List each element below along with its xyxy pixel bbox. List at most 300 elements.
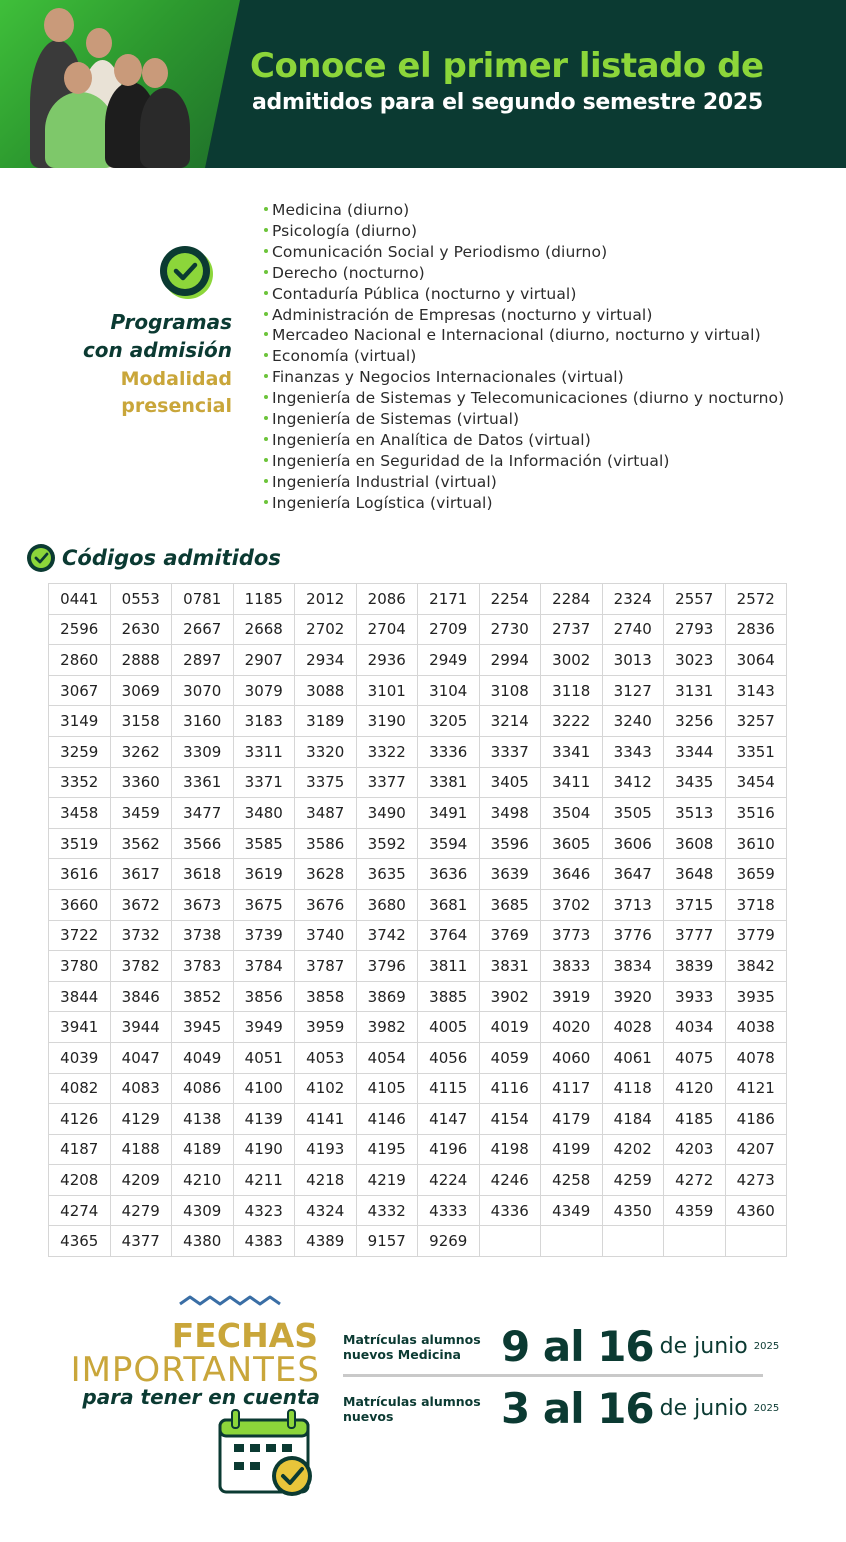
code-cell: 3205 — [418, 706, 480, 737]
code-cell: 4193 — [295, 1134, 357, 1165]
code-cell: 2702 — [295, 614, 357, 645]
program-item: Medicina (diurno) — [264, 200, 784, 221]
table-row — [49, 1134, 787, 1165]
code-cell: 3844 — [49, 981, 111, 1012]
table-row — [49, 889, 787, 920]
code-cell: 4190 — [233, 1134, 295, 1165]
code-cell: 3490 — [356, 798, 418, 829]
code-cell: 4196 — [418, 1134, 480, 1165]
program-item: Ingeniería Industrial (virtual) — [264, 472, 784, 493]
code-cell: 3831 — [479, 951, 541, 982]
code-cell: 4020 — [541, 1012, 603, 1043]
code-cell: 3143 — [725, 675, 787, 706]
code-cell: 4211 — [233, 1165, 295, 1196]
code-cell: 3618 — [172, 859, 234, 890]
code-cell: 2572 — [725, 584, 787, 615]
code-cell: 2936 — [356, 645, 418, 676]
code-cell: 3222 — [541, 706, 603, 737]
program-item: Psicología (diurno) — [264, 221, 784, 242]
code-cell: 3320 — [295, 736, 357, 767]
code-cell: 3702 — [541, 889, 603, 920]
code-cell: 3412 — [602, 767, 664, 798]
code-cell: 3594 — [418, 828, 480, 859]
code-cell: 3787 — [295, 951, 357, 982]
code-cell: 3351 — [725, 736, 787, 767]
code-cell: 3002 — [541, 645, 603, 676]
code-cell: 4272 — [664, 1165, 726, 1196]
code-cell — [725, 1226, 787, 1257]
code-cell: 3858 — [295, 981, 357, 1012]
code-cell: 4333 — [418, 1195, 480, 1226]
code-cell: 3783 — [172, 951, 234, 982]
header-title: Conoce el primer listado de — [250, 46, 764, 86]
table-row — [49, 1104, 787, 1135]
table-row — [49, 675, 787, 706]
code-cell: 4100 — [233, 1073, 295, 1104]
table-row — [49, 828, 787, 859]
code-cell: 3919 — [541, 981, 603, 1012]
code-cell: 3586 — [295, 828, 357, 859]
date-label: Matrículas alumnos nuevos — [343, 1393, 481, 1424]
code-cell: 3487 — [295, 798, 357, 829]
code-cell: 4323 — [233, 1195, 295, 1226]
code-cell: 3959 — [295, 1012, 357, 1043]
programs-title: Programas con admisión — [82, 310, 232, 362]
code-cell — [602, 1226, 664, 1257]
code-cell: 3856 — [233, 981, 295, 1012]
students-photo — [0, 0, 240, 168]
code-cell: 3722 — [49, 920, 111, 951]
code-cell: 3262 — [110, 736, 172, 767]
code-cell: 3160 — [172, 706, 234, 737]
code-cell: 4115 — [418, 1073, 480, 1104]
code-cell: 4053 — [295, 1042, 357, 1073]
code-cell: 4154 — [479, 1104, 541, 1135]
code-cell: 3606 — [602, 828, 664, 859]
code-cell: 4139 — [233, 1104, 295, 1135]
program-item: Comunicación Social y Periodismo (diurno) — [264, 242, 784, 263]
code-cell: 4184 — [602, 1104, 664, 1135]
date-year: 2025 — [753, 1403, 780, 1414]
code-cell — [479, 1226, 541, 1257]
code-cell: 3944 — [110, 1012, 172, 1043]
divider — [343, 1374, 763, 1377]
table-row — [49, 1012, 787, 1043]
code-cell: 3636 — [418, 859, 480, 890]
program-item: Ingeniería de Sistemas y Telecomunicaciones (diurno y nocturno) — [264, 388, 784, 409]
code-cell: 3902 — [479, 981, 541, 1012]
date-row-nuevos — [343, 1384, 779, 1433]
code-cell: 4005 — [418, 1012, 480, 1043]
program-item: Contaduría Pública (nocturno y virtual) — [264, 284, 784, 305]
table-row — [49, 1195, 787, 1226]
date-label: Matrículas alumnos nuevos Medicina — [343, 1331, 481, 1362]
code-cell: 4389 — [295, 1226, 357, 1257]
code-cell: 3739 — [233, 920, 295, 951]
code-cell: 4075 — [664, 1042, 726, 1073]
code-cell: 3336 — [418, 736, 480, 767]
table-row — [49, 981, 787, 1012]
code-cell: 4203 — [664, 1134, 726, 1165]
date-month: de junio — [659, 1396, 748, 1421]
code-cell: 4336 — [479, 1195, 541, 1226]
code-cell: 2704 — [356, 614, 418, 645]
code-cell: 4365 — [49, 1226, 111, 1257]
code-cell: 4377 — [110, 1226, 172, 1257]
code-cell: 3505 — [602, 798, 664, 829]
code-cell: 3596 — [479, 828, 541, 859]
code-cell: 4332 — [356, 1195, 418, 1226]
code-cell: 3740 — [295, 920, 357, 951]
code-cell: 3069 — [110, 675, 172, 706]
code-cell: 4049 — [172, 1042, 234, 1073]
codes-title: Códigos admitidos — [62, 546, 281, 570]
code-cell: 2934 — [295, 645, 357, 676]
code-cell: 3660 — [49, 889, 111, 920]
code-cell: 3352 — [49, 767, 111, 798]
code-cell: 4219 — [356, 1165, 418, 1196]
code-cell: 4034 — [664, 1012, 726, 1043]
code-cell: 3782 — [110, 951, 172, 982]
code-cell: 3158 — [110, 706, 172, 737]
code-cell: 2324 — [602, 584, 664, 615]
code-cell: 3834 — [602, 951, 664, 982]
code-cell: 3869 — [356, 981, 418, 1012]
code-cell: 4383 — [233, 1226, 295, 1257]
code-cell: 3777 — [664, 920, 726, 951]
code-cell: 3375 — [295, 767, 357, 798]
code-cell: 3764 — [418, 920, 480, 951]
code-cell: 4208 — [49, 1165, 111, 1196]
check-circle-icon — [158, 244, 214, 300]
code-cell: 4350 — [602, 1195, 664, 1226]
program-item: Ingeniería en Analítica de Datos (virtual) — [264, 430, 784, 451]
code-cell: 2730 — [479, 614, 541, 645]
code-cell: 2012 — [295, 584, 357, 615]
table-row — [49, 584, 787, 615]
code-cell: 2667 — [172, 614, 234, 645]
table-row — [49, 706, 787, 737]
code-cell: 3360 — [110, 767, 172, 798]
code-cell: 3131 — [664, 675, 726, 706]
code-cell: 4195 — [356, 1134, 418, 1165]
code-cell — [664, 1226, 726, 1257]
table-row — [49, 1165, 787, 1196]
code-cell: 3381 — [418, 767, 480, 798]
code-cell: 3118 — [541, 675, 603, 706]
check-circle-icon — [26, 543, 56, 573]
code-cell: 3885 — [418, 981, 480, 1012]
table-row — [49, 859, 787, 890]
codes-heading — [26, 543, 281, 573]
code-cell: 3852 — [172, 981, 234, 1012]
code-cell: 4116 — [479, 1073, 541, 1104]
code-cell: 1185 — [233, 584, 295, 615]
code-cell: 3945 — [172, 1012, 234, 1043]
code-cell: 3616 — [49, 859, 111, 890]
code-cell: 3673 — [172, 889, 234, 920]
date-range: 9 al 16 — [501, 1322, 654, 1371]
code-cell: 3101 — [356, 675, 418, 706]
code-cell: 9269 — [418, 1226, 480, 1257]
table-row — [49, 798, 787, 829]
code-cell: 3635 — [356, 859, 418, 890]
code-cell: 3562 — [110, 828, 172, 859]
code-cell: 3257 — [725, 706, 787, 737]
code-cell: 4126 — [49, 1104, 111, 1135]
date-month: de junio — [659, 1334, 748, 1359]
code-cell: 4274 — [49, 1195, 111, 1226]
code-cell: 2897 — [172, 645, 234, 676]
code-cell — [541, 1226, 603, 1257]
date-year: 2025 — [753, 1341, 780, 1352]
code-cell: 3377 — [356, 767, 418, 798]
program-item: Ingeniería de Sistemas (virtual) — [264, 409, 784, 430]
code-cell: 4078 — [725, 1042, 787, 1073]
code-cell: 3949 — [233, 1012, 295, 1043]
code-cell: 3773 — [541, 920, 603, 951]
code-cell: 9157 — [356, 1226, 418, 1257]
dates-title-2: IMPORTANTES — [70, 1350, 320, 1390]
code-cell: 3127 — [602, 675, 664, 706]
code-cell: 2630 — [110, 614, 172, 645]
code-cell: 4059 — [479, 1042, 541, 1073]
code-cell: 4218 — [295, 1165, 357, 1196]
code-cell: 4187 — [49, 1134, 111, 1165]
code-cell: 3811 — [418, 951, 480, 982]
table-row — [49, 614, 787, 645]
code-cell: 3833 — [541, 951, 603, 982]
code-cell: 2860 — [49, 645, 111, 676]
code-cell: 3498 — [479, 798, 541, 829]
code-cell: 4051 — [233, 1042, 295, 1073]
code-cell: 4038 — [725, 1012, 787, 1043]
code-cell: 4129 — [110, 1104, 172, 1135]
code-cell: 3070 — [172, 675, 234, 706]
code-cell: 2737 — [541, 614, 603, 645]
code-cell: 3608 — [664, 828, 726, 859]
code-cell: 3459 — [110, 798, 172, 829]
code-cell: 2596 — [49, 614, 111, 645]
code-cell: 3839 — [664, 951, 726, 982]
code-cell: 3617 — [110, 859, 172, 890]
code-cell: 4209 — [110, 1165, 172, 1196]
code-cell: 4185 — [664, 1104, 726, 1135]
code-cell: 4189 — [172, 1134, 234, 1165]
code-cell: 4202 — [602, 1134, 664, 1165]
code-cell: 3941 — [49, 1012, 111, 1043]
code-cell: 4028 — [602, 1012, 664, 1043]
code-cell: 3214 — [479, 706, 541, 737]
code-cell: 3619 — [233, 859, 295, 890]
code-cell: 4019 — [479, 1012, 541, 1043]
code-cell: 4360 — [725, 1195, 787, 1226]
code-cell: 3477 — [172, 798, 234, 829]
code-cell: 4082 — [49, 1073, 111, 1104]
table-row — [49, 767, 787, 798]
code-cell: 3935 — [725, 981, 787, 1012]
code-cell: 4198 — [479, 1134, 541, 1165]
code-cell: 3846 — [110, 981, 172, 1012]
code-cell: 3628 — [295, 859, 357, 890]
code-cell: 3592 — [356, 828, 418, 859]
code-cell: 3920 — [602, 981, 664, 1012]
code-cell: 4047 — [110, 1042, 172, 1073]
code-cell: 3647 — [602, 859, 664, 890]
code-cell: 3639 — [479, 859, 541, 890]
dates-title: FECHAS — [171, 1316, 318, 1355]
program-item: Ingeniería Logística (virtual) — [264, 493, 784, 514]
codes-table — [48, 583, 787, 1257]
code-cell: 4141 — [295, 1104, 357, 1135]
code-cell: 3742 — [356, 920, 418, 951]
code-cell: 4056 — [418, 1042, 480, 1073]
code-cell: 2171 — [418, 584, 480, 615]
code-cell: 4324 — [295, 1195, 357, 1226]
code-cell: 4186 — [725, 1104, 787, 1135]
code-cell: 4188 — [110, 1134, 172, 1165]
code-cell: 4147 — [418, 1104, 480, 1135]
code-cell: 3013 — [602, 645, 664, 676]
code-cell: 3411 — [541, 767, 603, 798]
code-cell: 2086 — [356, 584, 418, 615]
code-cell: 3516 — [725, 798, 787, 829]
programs-mode: Modalidad presencial — [120, 368, 232, 417]
code-cell: 3675 — [233, 889, 295, 920]
code-cell: 4359 — [664, 1195, 726, 1226]
table-row — [49, 920, 787, 951]
code-cell: 3513 — [664, 798, 726, 829]
code-cell: 3343 — [602, 736, 664, 767]
code-cell: 3982 — [356, 1012, 418, 1043]
program-item: Mercadeo Nacional e Internacional (diurno, nocturno y virtual) — [264, 325, 784, 346]
code-cell: 4060 — [541, 1042, 603, 1073]
code-cell: 3183 — [233, 706, 295, 737]
table-row — [49, 1042, 787, 1073]
code-cell: 4118 — [602, 1073, 664, 1104]
code-cell: 4349 — [541, 1195, 603, 1226]
header-subtitle: admitidos para el segundo semestre 2025 — [252, 90, 763, 115]
code-cell: 4146 — [356, 1104, 418, 1135]
code-cell: 3784 — [233, 951, 295, 982]
code-cell: 3454 — [725, 767, 787, 798]
code-cell: 2888 — [110, 645, 172, 676]
code-cell: 3585 — [233, 828, 295, 859]
code-cell: 2284 — [541, 584, 603, 615]
code-cell: 0781 — [172, 584, 234, 615]
code-cell: 2740 — [602, 614, 664, 645]
code-cell: 3067 — [49, 675, 111, 706]
code-cell: 0441 — [49, 584, 111, 615]
code-cell: 0553 — [110, 584, 172, 615]
code-cell: 3715 — [664, 889, 726, 920]
program-item: Finanzas y Negocios Internacionales (virtual) — [264, 367, 784, 388]
code-cell: 2709 — [418, 614, 480, 645]
program-item: Derecho (nocturno) — [264, 263, 784, 284]
code-cell: 3842 — [725, 951, 787, 982]
code-cell: 2836 — [725, 614, 787, 645]
code-cell: 4054 — [356, 1042, 418, 1073]
code-cell: 3344 — [664, 736, 726, 767]
code-cell: 2557 — [664, 584, 726, 615]
table-row — [49, 951, 787, 982]
code-cell: 3256 — [664, 706, 726, 737]
program-item: Economía (virtual) — [264, 346, 784, 367]
code-cell: 3311 — [233, 736, 295, 767]
code-cell: 4039 — [49, 1042, 111, 1073]
code-cell: 2668 — [233, 614, 295, 645]
table-row — [49, 736, 787, 767]
code-cell: 3738 — [172, 920, 234, 951]
code-cell: 3405 — [479, 767, 541, 798]
code-cell: 4199 — [541, 1134, 603, 1165]
code-cell: 3480 — [233, 798, 295, 829]
dates-subtitle: para tener en cuenta — [82, 1385, 320, 1409]
code-cell: 3371 — [233, 767, 295, 798]
code-cell: 3190 — [356, 706, 418, 737]
code-cell: 3341 — [541, 736, 603, 767]
header-banner — [0, 0, 846, 168]
code-cell: 4102 — [295, 1073, 357, 1104]
code-cell: 3104 — [418, 675, 480, 706]
code-cell: 4138 — [172, 1104, 234, 1135]
code-cell: 2793 — [664, 614, 726, 645]
wave-decoration-icon — [178, 1294, 286, 1308]
code-cell: 4279 — [110, 1195, 172, 1226]
code-cell: 3718 — [725, 889, 787, 920]
code-cell: 3648 — [664, 859, 726, 890]
code-cell: 2949 — [418, 645, 480, 676]
code-cell: 4258 — [541, 1165, 603, 1196]
code-cell: 3064 — [725, 645, 787, 676]
code-cell: 3566 — [172, 828, 234, 859]
code-cell: 4083 — [110, 1073, 172, 1104]
code-cell: 3504 — [541, 798, 603, 829]
code-cell: 2994 — [479, 645, 541, 676]
code-cell: 3680 — [356, 889, 418, 920]
code-cell: 4210 — [172, 1165, 234, 1196]
code-cell: 2907 — [233, 645, 295, 676]
table-row — [49, 1073, 787, 1104]
code-cell: 4259 — [602, 1165, 664, 1196]
table-row — [49, 645, 787, 676]
calendar-check-icon — [218, 1408, 318, 1504]
code-cell: 3189 — [295, 706, 357, 737]
code-cell: 4309 — [172, 1195, 234, 1226]
code-cell: 3681 — [418, 889, 480, 920]
code-cell: 3933 — [664, 981, 726, 1012]
code-cell: 4179 — [541, 1104, 603, 1135]
code-cell: 3610 — [725, 828, 787, 859]
code-cell: 3646 — [541, 859, 603, 890]
program-item: Ingeniería en Seguridad de la Información (virtual) — [264, 451, 784, 472]
code-cell: 3672 — [110, 889, 172, 920]
code-cell: 3491 — [418, 798, 480, 829]
code-cell: 4380 — [172, 1226, 234, 1257]
code-cell: 4224 — [418, 1165, 480, 1196]
code-cell: 3361 — [172, 767, 234, 798]
code-cell: 3776 — [602, 920, 664, 951]
code-cell: 3685 — [479, 889, 541, 920]
code-cell: 4120 — [664, 1073, 726, 1104]
code-cell: 3079 — [233, 675, 295, 706]
program-item: Administración de Empresas (nocturno y virtual) — [264, 305, 784, 326]
code-cell: 4086 — [172, 1073, 234, 1104]
code-cell: 4121 — [725, 1073, 787, 1104]
date-range: 3 al 16 — [501, 1384, 654, 1433]
code-cell: 3322 — [356, 736, 418, 767]
code-cell: 4117 — [541, 1073, 603, 1104]
